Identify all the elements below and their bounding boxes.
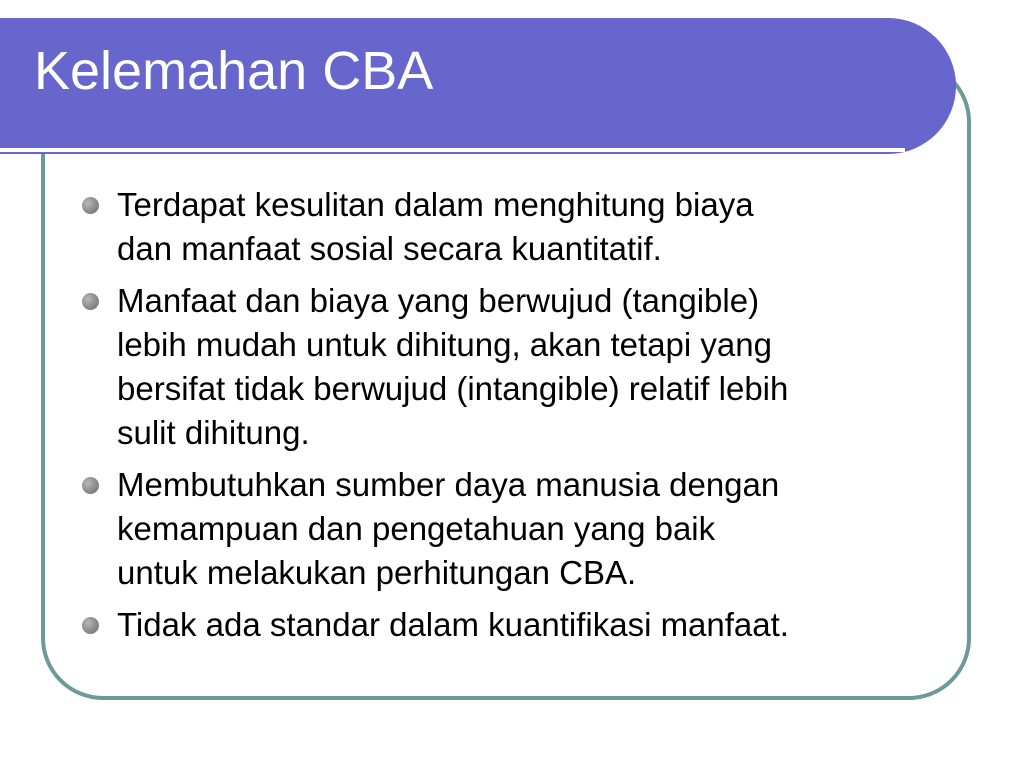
bullet-line: Manfaat dan biaya yang berwujud (tangible) xyxy=(117,282,760,319)
bullet-item xyxy=(80,183,950,271)
bullet-line: dan manfaat sosial secara kuantitatif. xyxy=(117,230,662,267)
bullet-line: lebih mudah untuk dihitung, akan tetapi yang xyxy=(117,326,772,363)
bullet-line: kemampuan dan pengetahuan yang baik xyxy=(117,510,716,547)
slide-title: Kelemahan CBA xyxy=(34,41,434,101)
bullet-item xyxy=(80,279,950,455)
bullet-item xyxy=(80,603,950,647)
bullet-line: bersifat tidak berwujud (intangible) relatif lebih xyxy=(117,370,789,407)
title-underline xyxy=(0,148,905,152)
bullet-line: Terdapat kesulitan dalam menghitung biaya xyxy=(117,186,754,223)
bullet-dot-icon xyxy=(82,617,99,634)
bullet-list xyxy=(80,183,950,655)
bullet-line: Membutuhkan sumber daya manusia dengan xyxy=(117,466,780,503)
bullet-dot-icon xyxy=(82,197,99,214)
bullet-dot-icon xyxy=(82,293,99,310)
bullet-line: sulit dihitung. xyxy=(117,414,310,451)
bullet-line: untuk melakukan perhitungan CBA. xyxy=(117,554,637,591)
bullet-line: Tidak ada standar dalam kuantifikasi manfaat. xyxy=(117,606,789,643)
bullet-dot-icon xyxy=(82,477,99,494)
bullet-item xyxy=(80,463,950,595)
